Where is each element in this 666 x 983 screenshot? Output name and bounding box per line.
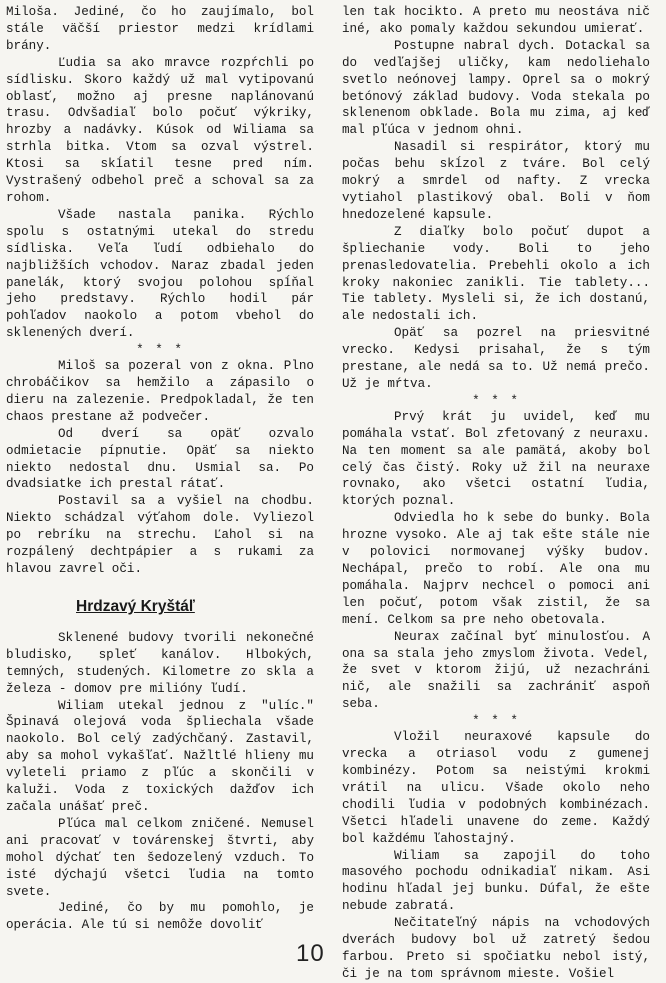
paragraph: Neurax začínal byť minulosťou. A ona sa stala jeho zmyslom života. Vedel, že svet v ktorom žijú, už nezachráni nič, ale snažili sa zachrániť aspoň seba.	[342, 629, 650, 712]
paragraph: Sklenené budovy tvorili nekonečné bludisko, spleť kanálov. Hlbokých, temných, studených. Kilometre zo skla a železa - domov pre milióny ľudí.	[6, 630, 314, 696]
paragraph: Ľudia sa ako mravce rozpŕchli po sídlisku. Skoro každý už mal vytipovanú oblasť, možno aj presne naplánovanú trasu. Odvšadiaľ bolo počuť výkriky, hrozby a nadávky. Kúsok od Wiliama sa strhla bitka. Vtom sa ozval výstrel. Ktosi sa skĺatil tesne pred ním. Vystrašený odbehol preč a schoval sa za rohom.	[6, 55, 314, 205]
paragraph: Nasadil si respirátor, ktorý mu počas behu skĺzol z tváre. Bol celý mokrý a smrdel od nafty. Z vrecka vytiahol plastikový obal. Boli v ňom hnedozelené kapsule.	[342, 140, 650, 222]
paragraph: Všade nastala panika. Rýchlo spolu s ostatnými utekal do stredu sídliska. Veľa ľudí odbiehalo do najbližších vchodov. Naraz zbadal jeden panelák, ktorý svojou polohou spĺňal jeho predstavy. Rýchlo hodil pár pohľadov naokolo a potom vbehol do sklenených dverí.	[6, 207, 314, 341]
section-separator: * * *	[472, 393, 520, 408]
paragraph: Wiliam utekal jednou z "ulíc." Špinavá olejová voda špliechala všade naokolo. Bol celý zadýchčaný. Zastavil, aby sa mohol vykašľať. Nažltlé hlieny mu vyleteli priamo z pľúc a skončili v kaluži. Voda z toxických dažďov ich začala unášať preč.	[6, 698, 314, 814]
paragraph: Jediné, čo by mu pomohlo, je operácia. Ale tú si nemôže dovoliť	[6, 901, 314, 933]
paragraph: Pľúca mal celkom zničené. Nemusel ani pracovať v továrenskej štvrti, aby mohol dýchať ten šedozelený vzduch. To isté dýchajú všetci ľudia na tomto svete.	[6, 816, 314, 899]
paragraph: Miloš sa pozeral von z okna. Plno chrobáčikov sa hemžilo a zápasilo o dieru na zalezenie. Predpokladal, že ten chaos prestane až podvečer.	[6, 359, 314, 424]
paragraph: Nečitateľný nápis na vchodových dverách budovy bol už zatretý šedou farbou. Preto si spočiatku nebol istý, či je na tom správnom mieste. Vošiel	[342, 916, 650, 981]
right-mid-paragraphs	[342, 409, 650, 713]
right-top-paragraphs	[342, 4, 650, 393]
left-column	[6, 4, 314, 934]
paragraph: Postavil sa a vyšiel na chodbu. Niekto schádzal výťahom dole. Vyliezol po rebríku na strechu. Ľahol si na rozpálený dechtpápier a s rukami za hlavou zavrel oči.	[6, 494, 314, 576]
section-separator: * * *	[136, 343, 184, 358]
paragraph: Vložil neuraxové kapsule do vrecka a otriasol vodu z gumenej kombinézy. Potom sa neistými krokmi vrátil na ulicu. Všade okolo neho chodili ľudia v podobných kombinézach. Všetci hľadeli unavene do zeme. Každý bol každému ľahostajný.	[342, 730, 650, 846]
left-top-paragraphs	[6, 4, 314, 342]
paragraph: len tak hocikto. A preto mu neostáva nič iné, ako pomaly každou sekundou umierať.	[342, 5, 650, 36]
paragraph: Od dverí sa opäť ozvalo odmietacie pípnutie. Opäť sa niekto niekto nedostal dnu. Usmial sa. Po dvadsiatke ich prestal rátať.	[6, 426, 314, 492]
paragraph: Postupne nabral dych. Dotackal sa do vedľajšej uličky, kam nedoliehalo svetlo neónovej lampy. Oprel sa o mokrý betónový základ budovy. Voda stekala po sklenenom obklade. Bola mu zima, aj keď mal pľúca v jednom ohni.	[342, 38, 650, 138]
right-column	[342, 4, 650, 983]
paragraph: Miloša. Jediné, čo ho zaujímalo, bol stále väčší priestor medzi krídlami brány.	[6, 5, 314, 53]
right-bottom-paragraphs	[342, 729, 650, 983]
paragraph: Z diaľky bolo počuť dupot a špliechanie vody. Boli to jeho prenasledovatelia. Prebehli okolo a ich kroky nakoniec zanikli. Tie tablety... Tie tablety. Mysleli si, že ich dostanú, ale nedostali ich.	[342, 224, 650, 324]
paragraph: Opäť sa pozrel na priesvitné vrecko. Kedysi prisahal, že s tým prestane, ale nedá sa to. Už nemá prečo. Už je mŕtva.	[342, 326, 650, 391]
left-bottom-paragraphs	[6, 630, 314, 934]
paragraph: Odviedla ho k sebe do bunky. Bola hrozne vysoko. Ale aj tak ešte stále nie v polovici normovanej výšky budov. Nechápal, prečo to robí. Ale ona mu pomáhala. Najprv nechcel o pomoci ani len počuť, potom však zistil, že sa mení. Celkom sa pre neho obetovala.	[342, 511, 650, 627]
paragraph: Wiliam sa zapojil do toho masového pochodu odnikadiaľ nikam. Asi hodinu hľadal jej bunku. Dúfal, že ešte nebude zabratá.	[342, 848, 650, 914]
left-mid-paragraphs	[6, 358, 314, 578]
page-number: 10	[296, 940, 325, 967]
section-separator: * * *	[472, 714, 520, 729]
paragraph: Prvý krát ju uvidel, keď mu pomáhala vstať. Bol zfetovaný z neuraxu. Na ten moment sa ale pamätá, akoby bol celý čas čistý. Roky už žil na neuraxe rovnako, ako všetci ostatní ľudia, ktorých poznal.	[342, 409, 650, 509]
story-title: Hrdzavý Kryštáľ	[76, 597, 195, 615]
